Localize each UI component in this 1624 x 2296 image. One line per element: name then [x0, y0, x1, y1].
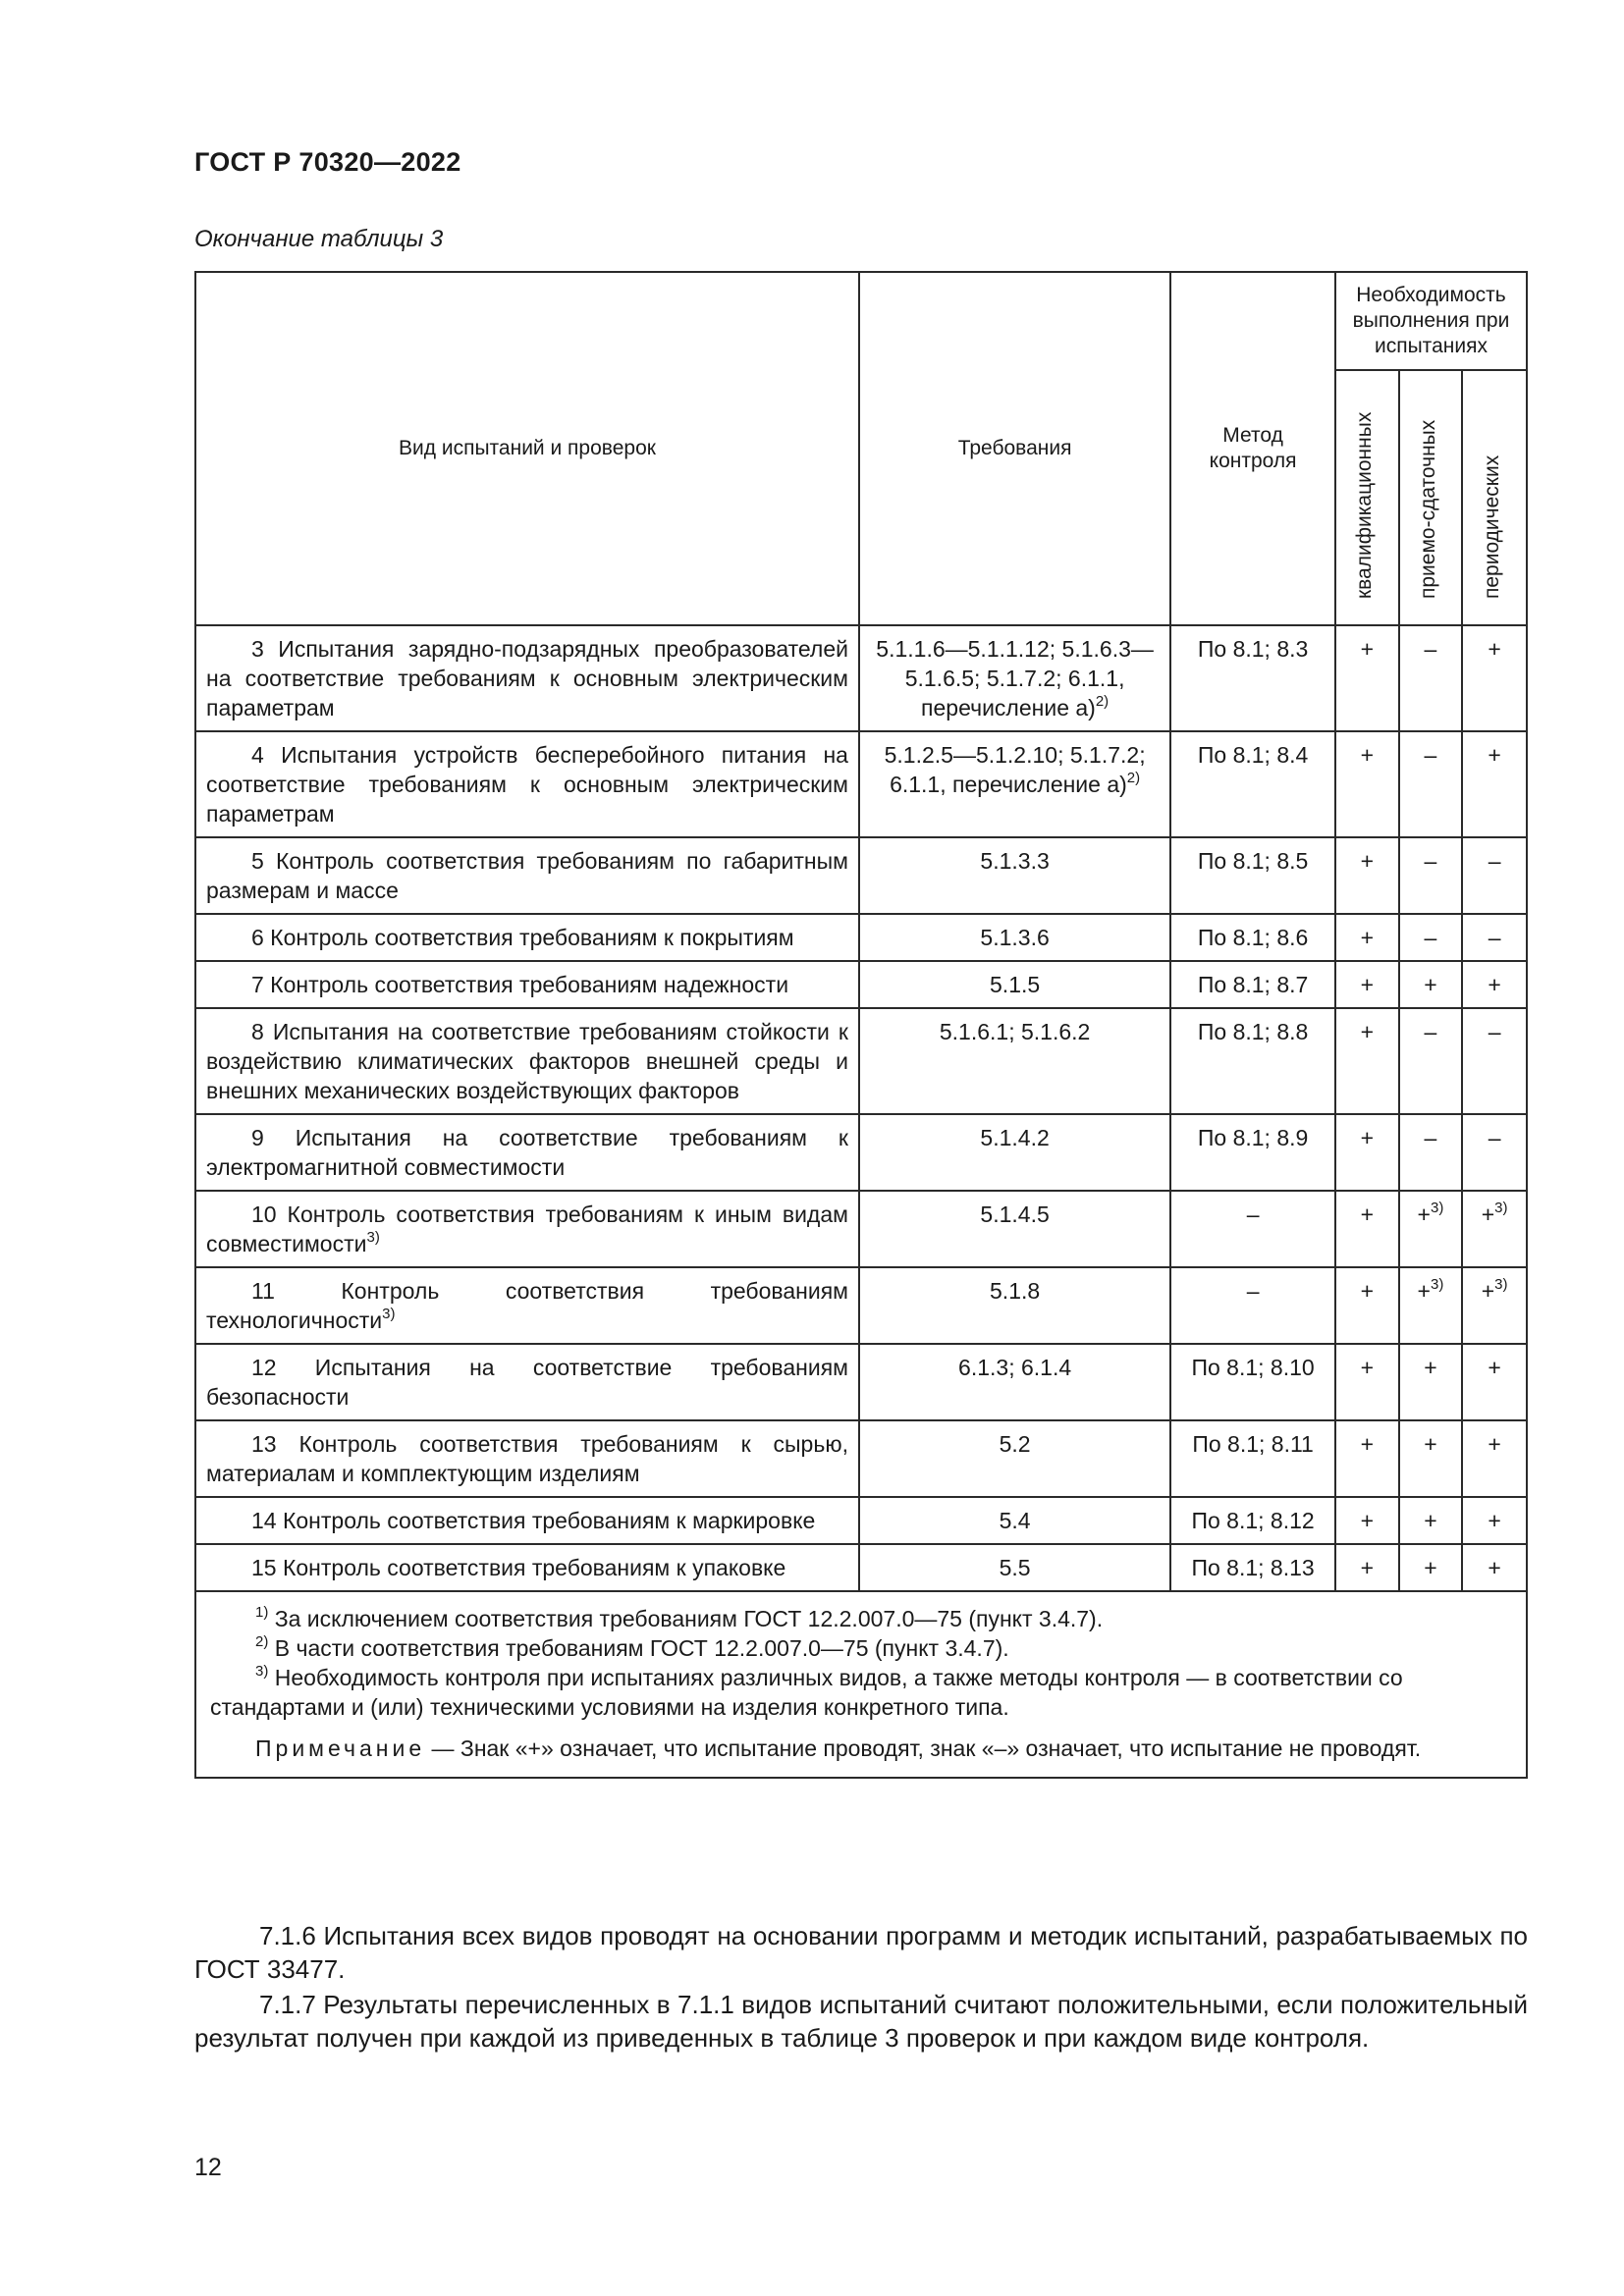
table-notes: [195, 1591, 1527, 1778]
cell-acceptance: –: [1399, 1008, 1463, 1114]
table-row: [195, 1191, 1527, 1267]
cell-periodic: +$^{3)}$: [1462, 1191, 1527, 1267]
cell-test-name: 4 Испытания устройств бесперебойного питания на соответствие требованиям к основным электрическим параметрам: [195, 731, 859, 837]
cell-test-name: 8 Испытания на соответствие требованиям стойкости к воздействию климатических факторов внешней среды и внешних механических воздействующих факторов: [195, 1008, 859, 1114]
cell-method: По 8.1; 8.6: [1170, 914, 1335, 961]
cell-acceptance: +$^{3)}$: [1399, 1191, 1463, 1267]
cell-acceptance: –: [1399, 1114, 1463, 1191]
cell-qualification: +: [1335, 625, 1399, 731]
cell-requirements: 5.1.4.5: [859, 1191, 1170, 1267]
table-row: [195, 961, 1527, 1008]
cell-periodic: +: [1462, 961, 1527, 1008]
cell-test-name: 14 Контроль соответствия требованиям к маркировке: [195, 1497, 859, 1544]
cell-test-name: 3 Испытания зарядно-подзарядных преобразователей на соответствие требованиям к основным электрическим параметрам: [195, 625, 859, 731]
cell-test-name: 6 Контроль соответствия требованиям к покрытиям: [195, 914, 859, 961]
cell-test-name: 10 Контроль соответствия требованиям к иным видам совместимости$^{3)}$: [195, 1191, 859, 1267]
cell-qualification: +: [1335, 914, 1399, 961]
footnote: $^{3)}$ Необходимость контроля при испытаниях различных видов, а также методы контроля — в соответствии со стандартами и (или) техническими условиями на изделия конкретного типа.: [210, 1663, 1403, 1720]
cell-qualification: +: [1335, 1191, 1399, 1267]
cell-method: –: [1170, 1267, 1335, 1344]
cell-method: По 8.1; 8.3: [1170, 625, 1335, 731]
cell-method: По 8.1; 8.10: [1170, 1344, 1335, 1420]
header-method: Метод контроля: [1170, 272, 1335, 625]
cell-method: По 8.1; 8.5: [1170, 837, 1335, 914]
table-row: [195, 914, 1527, 961]
table-row: [195, 837, 1527, 914]
cell-periodic: +: [1462, 1497, 1527, 1544]
cell-requirements: 5.1.2.5—5.1.2.10; 5.1.7.2; 6.1.1, перечисление а)$^{2)}$: [859, 731, 1170, 837]
cell-requirements: 5.1.8: [859, 1267, 1170, 1344]
header-qualification: [1335, 370, 1399, 625]
cell-qualification: +: [1335, 1497, 1399, 1544]
cell-acceptance: –: [1399, 914, 1463, 961]
cell-qualification: +: [1335, 837, 1399, 914]
table-row: [195, 1344, 1527, 1420]
cell-requirements: 5.1.3.6: [859, 914, 1170, 961]
header-test-type: Вид испытаний и проверок: [195, 272, 859, 625]
cell-qualification: +: [1335, 961, 1399, 1008]
cell-requirements: 5.5: [859, 1544, 1170, 1591]
cell-qualification: +: [1335, 1114, 1399, 1191]
cell-test-name: 9 Испытания на соответствие требованиям к электромагнитной совместимости: [195, 1114, 859, 1191]
table-row: [195, 1544, 1527, 1591]
table-row: [195, 731, 1527, 837]
cell-method: По 8.1; 8.9: [1170, 1114, 1335, 1191]
cell-requirements: 5.1.5: [859, 961, 1170, 1008]
cell-method: По 8.1; 8.8: [1170, 1008, 1335, 1114]
cell-periodic: +: [1462, 731, 1527, 837]
cell-acceptance: +: [1399, 961, 1463, 1008]
table-note: Примечание — Знак «+» означает, что испытание проводят, знак «–» означает, что испытание не проводят.: [255, 1735, 1422, 1761]
requirements-table: [194, 271, 1528, 1779]
cell-acceptance: +$^{3)}$: [1399, 1267, 1463, 1344]
cell-qualification: +: [1335, 1420, 1399, 1497]
cell-periodic: –: [1462, 1008, 1527, 1114]
cell-requirements: 5.4: [859, 1497, 1170, 1544]
cell-test-name: 5 Контроль соответствия требованиям по габаритным размерам и массе: [195, 837, 859, 914]
cell-requirements: 5.1.3.3: [859, 837, 1170, 914]
cell-acceptance: –: [1399, 837, 1463, 914]
cell-method: По 8.1; 8.12: [1170, 1497, 1335, 1544]
cell-qualification: +: [1335, 731, 1399, 837]
document-header: ГОСТ Р 70320—2022: [194, 147, 461, 177]
cell-method: По 8.1; 8.13: [1170, 1544, 1335, 1591]
cell-requirements: 5.2: [859, 1420, 1170, 1497]
cell-method: –: [1170, 1191, 1335, 1267]
paragraph-7-1-6: 7.1.6 Испытания всех видов проводят на основании программ и методик испытаний, разрабатываемых по ГОСТ 33477.: [194, 1921, 1528, 1984]
cell-acceptance: +: [1399, 1420, 1463, 1497]
cell-acceptance: +: [1399, 1344, 1463, 1420]
header-acceptance-label: приемо-сдаточных: [1416, 419, 1439, 599]
cell-acceptance: –: [1399, 625, 1463, 731]
cell-periodic: +: [1462, 1420, 1527, 1497]
cell-qualification: +: [1335, 1267, 1399, 1344]
cell-periodic: +: [1462, 1544, 1527, 1591]
cell-method: По 8.1; 8.4: [1170, 731, 1335, 837]
footnote: $^{2)}$ В части соответствия требованиям ГОСТ 12.2.007.0—75 (пункт 3.4.7).: [255, 1633, 1009, 1661]
table-notes-row: [195, 1591, 1527, 1778]
header-necessity: Необходимость выполнения при испытаниях: [1335, 272, 1527, 370]
cell-qualification: +: [1335, 1344, 1399, 1420]
cell-test-name: 11 Контроль соответствия требованиям технологичности$^{3)}$: [195, 1267, 859, 1344]
header-periodic-label: периодических: [1481, 454, 1504, 599]
cell-test-name: 7 Контроль соответствия требованиям надежности: [195, 961, 859, 1008]
cell-periodic: +: [1462, 625, 1527, 731]
cell-method: По 8.1; 8.7: [1170, 961, 1335, 1008]
table-row: [195, 1420, 1527, 1497]
cell-acceptance: –: [1399, 731, 1463, 837]
cell-method: По 8.1; 8.11: [1170, 1420, 1335, 1497]
cell-qualification: +: [1335, 1008, 1399, 1114]
cell-periodic: +: [1462, 1344, 1527, 1420]
cell-test-name: 12 Испытания на соответствие требованиям безопасности: [195, 1344, 859, 1420]
cell-requirements: 5.1.6.1; 5.1.6.2: [859, 1008, 1170, 1114]
page-number: 12: [194, 2154, 222, 2181]
table-row: [195, 1114, 1527, 1191]
cell-periodic: +$^{3)}$: [1462, 1267, 1527, 1344]
cell-test-name: 13 Контроль соответствия требованиям к сырью, материалам и комплектующим изделиям: [195, 1420, 859, 1497]
table-row: [195, 625, 1527, 731]
table-row: [195, 1008, 1527, 1114]
cell-acceptance: +: [1399, 1497, 1463, 1544]
cell-periodic: –: [1462, 1114, 1527, 1191]
cell-acceptance: +: [1399, 1544, 1463, 1591]
cell-qualification: +: [1335, 1544, 1399, 1591]
table-caption: Окончание таблицы 3: [194, 226, 444, 252]
header-acceptance: [1399, 370, 1463, 625]
paragraph-7-1-7: 7.1.7 Результаты перечисленных в 7.1.1 видов испытаний считают положительными, если положительный результат получен при каждой из приведенных в таблице 3 проверок и при каждом виде контроля.: [194, 1990, 1528, 2053]
table-row: [195, 1497, 1527, 1544]
header-qualification-label: квалификационных: [1353, 411, 1377, 599]
cell-requirements: 6.1.3; 6.1.4: [859, 1344, 1170, 1420]
cell-requirements: 5.1.1.6—5.1.1.12; 5.1.6.3—5.1.6.5; 5.1.7.2; 6.1.1, перечисление а)$^{2)}$: [859, 625, 1170, 731]
cell-periodic: –: [1462, 914, 1527, 961]
cell-test-name: 15 Контроль соответствия требованиям к упаковке: [195, 1544, 859, 1591]
header-requirements: Требования: [859, 272, 1170, 625]
footnote: $^{1)}$ За исключением соответствия требованиям ГОСТ 12.2.007.0—75 (пункт 3.4.7).: [255, 1604, 1104, 1631]
cell-requirements: 5.1.4.2: [859, 1114, 1170, 1191]
table-row: [195, 1267, 1527, 1344]
cell-periodic: –: [1462, 837, 1527, 914]
header-periodic: [1462, 370, 1527, 625]
